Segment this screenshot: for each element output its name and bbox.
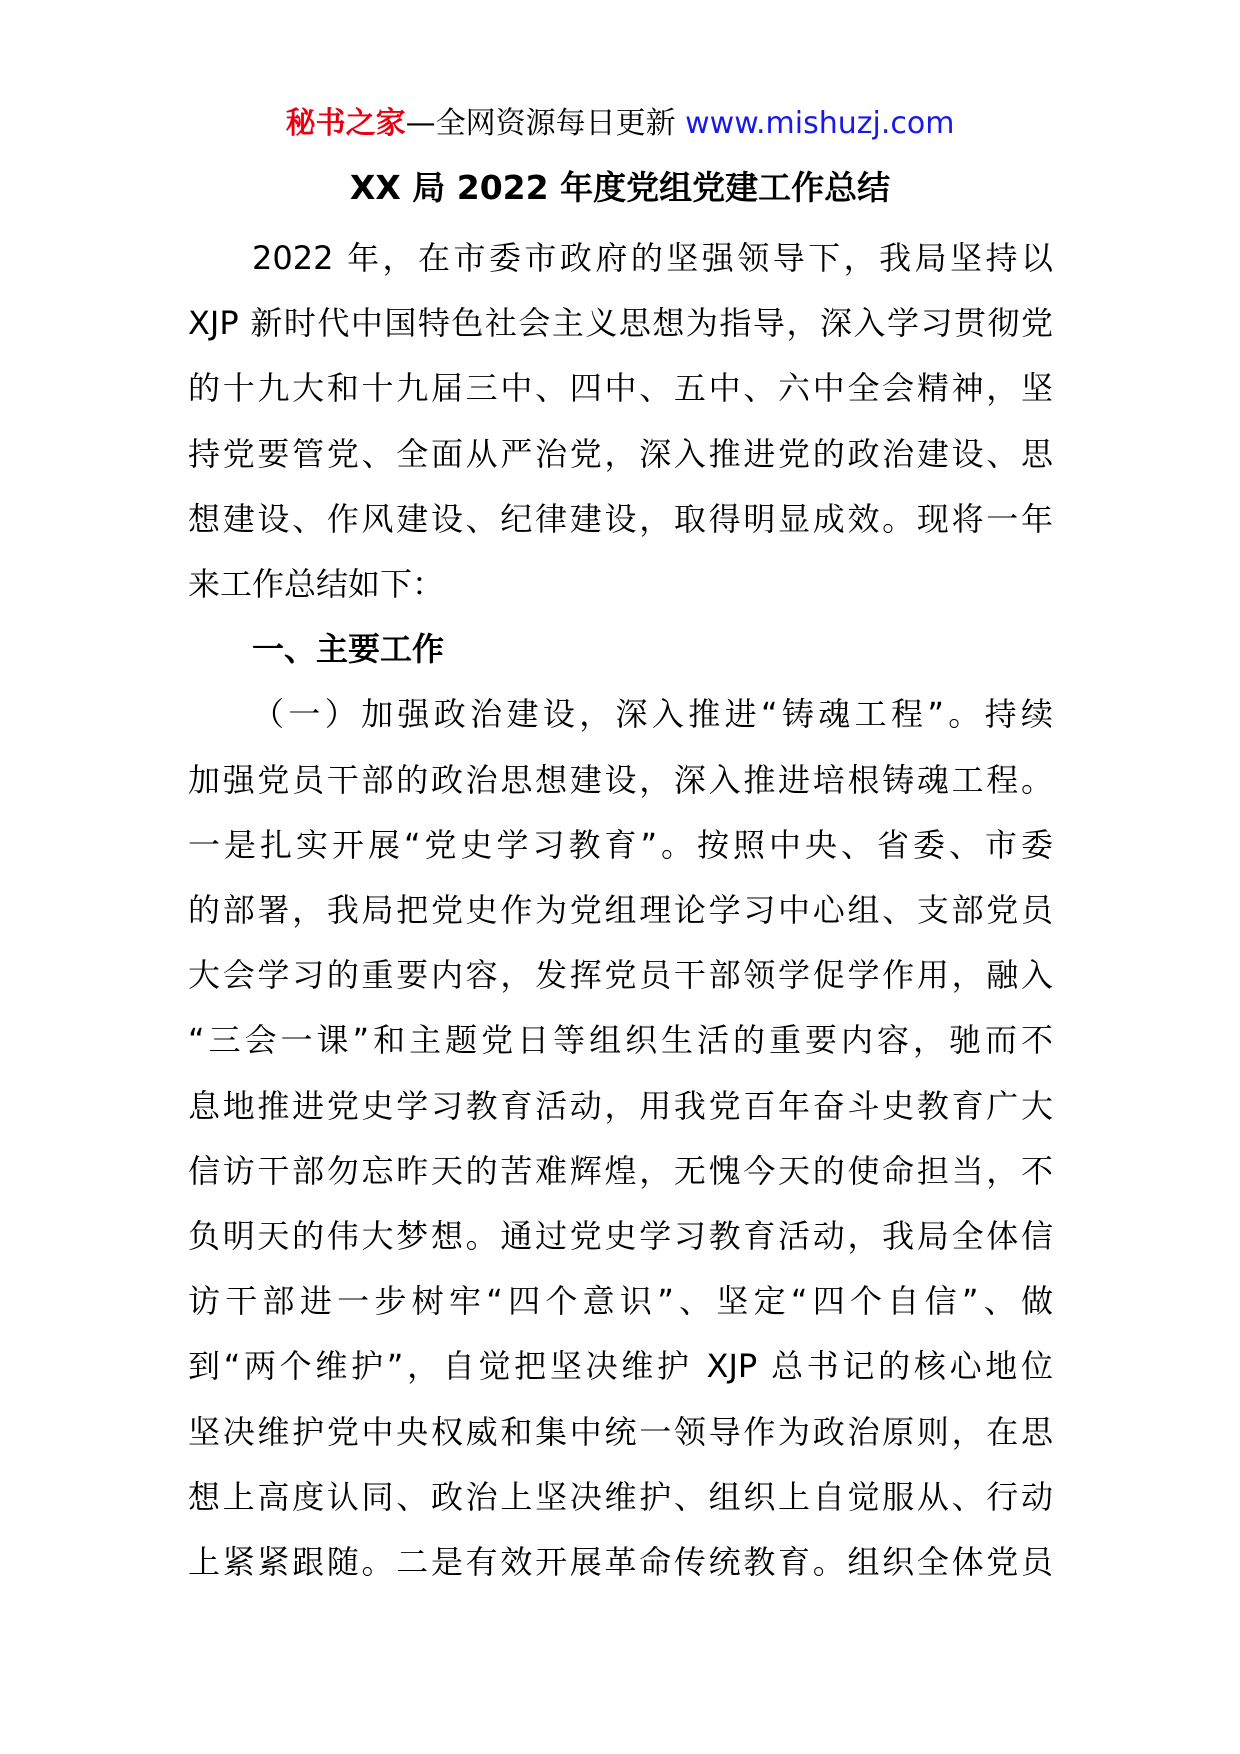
text-line: 2022 年，在市委市政府的坚强领导下，我局坚持以 bbox=[252, 239, 1053, 277]
text-line: 息地推进党史学习教育活动，用我党百年奋斗史教育广大 bbox=[188, 1086, 1053, 1125]
document-title: XX 局 2022 年度党组党建工作总结 bbox=[349, 168, 891, 207]
page-header bbox=[0, 104, 1240, 144]
text-line: XJP 新时代中国特色社会主义思想为指导，深入学习贯彻党 bbox=[188, 304, 1053, 343]
text-line: 上紧紧跟随。二是有效开展革命传统教育。组织全体党员 bbox=[188, 1543, 1053, 1582]
heading-main-work: 一、主要工作 bbox=[252, 630, 445, 669]
paragraph-political-building bbox=[188, 682, 1053, 1595]
section-heading bbox=[188, 617, 1053, 682]
text-line: 想建设、作风建设、纪律建设，取得明显成效。现将一年 bbox=[188, 499, 1053, 538]
header-slogan: —全网资源每日更新 bbox=[405, 106, 686, 141]
text-line: 想上高度认同、政治上坚决维护、组织上自觉服从、行动 bbox=[188, 1477, 1053, 1516]
text-line: 一是扎实开展“党史学习教育”。按照中央、省委、市委 bbox=[188, 825, 1053, 864]
text-line: 来工作总结如下： bbox=[188, 565, 445, 604]
text-line: 访干部进一步树牢“四个意识”、坚定“四个自信”、做 bbox=[188, 1282, 1053, 1321]
document-body bbox=[188, 226, 1053, 1595]
paragraph-intro bbox=[188, 226, 1053, 617]
header-brand: 秘书之家 bbox=[285, 106, 406, 141]
text-line: 坚决维护党中央权威和集中统一领导作为政治原则，在思 bbox=[188, 1412, 1053, 1451]
text-line: （一）加强政治建设，深入推进“铸魂工程”。持续 bbox=[252, 695, 1053, 734]
text-line: 到“两个维护”，自觉把坚决维护 XJP 总书记的核心地位 bbox=[188, 1347, 1053, 1386]
header-site-link[interactable]: www.mishuzj.com bbox=[685, 106, 955, 141]
text-line: 加强党员干部的政治思想建设，深入推进培根铸魂工程。 bbox=[188, 760, 1053, 799]
text-line: 持党要管党、全面从严治党，深入推进党的政治建设、思 bbox=[188, 434, 1053, 473]
text-line: 的部署，我局把党史作为党组理论学习中心组、支部党员 bbox=[188, 891, 1053, 930]
text-line: 大会学习的重要内容，发挥党员干部领学促学作用，融入 bbox=[188, 956, 1053, 995]
text-line: 负明天的伟大梦想。通过党史学习教育活动，我局全体信 bbox=[188, 1217, 1053, 1256]
text-line: 信访干部勿忘昨天的苦难辉煌，无愧今天的使命担当，不 bbox=[188, 1151, 1053, 1190]
text-line: 的十九大和十九届三中、四中、五中、六中全会精神，坚 bbox=[188, 369, 1053, 408]
text-line: “三会一课”和主题党日等组织生活的重要内容，驰而不 bbox=[188, 1021, 1053, 1060]
